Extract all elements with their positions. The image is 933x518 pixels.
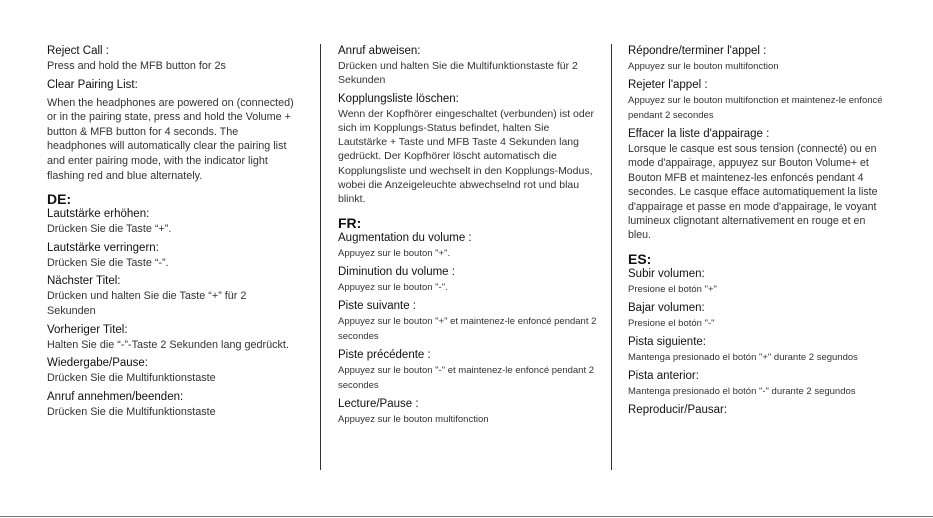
language-heading-de: DE: (47, 191, 72, 208)
instruction-text: Appuyez sur le bouton multifonction (628, 61, 779, 72)
instruction-heading: Lautstärke verringern: (47, 241, 159, 254)
instruction-heading: Piste précédente : (338, 348, 431, 361)
language-heading-es: ES: (628, 250, 652, 267)
instruction-text: Appuyez sur le bouton "-" et maintenez-le enfoncé pendant 2 secondes (338, 364, 595, 391)
instruction-heading: Anruf annehmen/beenden: (47, 390, 184, 403)
instruction-answer-call-de (47, 390, 295, 420)
column-divider (611, 44, 612, 470)
column-divider (320, 44, 321, 470)
instruction-next-track-de (47, 274, 295, 318)
instruction-text: Drücken und halten Sie die Taste “+” für 2 Sekunden (47, 290, 247, 317)
instruction-heading: Clear Pairing List: (47, 78, 138, 91)
instruction-heading: Rejeter l'appel : (628, 79, 708, 91)
instruction-text: Drücken Sie die Multifunktionstaste (47, 405, 216, 418)
instruction-heading: Augmentation du volume : (338, 231, 472, 244)
instruction-play-pause-de (47, 356, 295, 386)
instruction-text: Drücken Sie die Taste “-”. (47, 256, 169, 269)
instruction-text: Appuyez sur le bouton multifonction (338, 413, 489, 425)
instruction-text: When the headphones are powered on (connected) or in the pairing state, press and hold the Volume + button & MFB button for 4 seconds. The headphones will automatically clear the pairing list and enter pairing mode, with the indicator light flashing red and blue alternately. (47, 96, 294, 182)
instruction-volume-up-es (628, 267, 890, 297)
instruction-heading: Subir volumen: (628, 267, 705, 280)
instruction-text: Wenn der Kopfhörer eingeschaltet (verbunden) ist oder sich im Kopplungs-Status befindet, halten Sie Lautstärke + Taste und MFB Taste 4 Sekunden lang gedrückt. Der Kopfhörer löscht automatisch die Kopplungsliste und wechselt in den Kopplungs-Modus, wobei die Anzeigeleuchte abwechselnd rot und blau blinkt. (338, 107, 595, 206)
instruction-volume-down-fr (338, 265, 600, 295)
instruction-reject-call-de (338, 44, 600, 88)
instruction-next-track-fr (338, 299, 600, 344)
instruction-volume-down-de (47, 241, 295, 271)
instruction-heading: Lecture/Pause : (338, 397, 419, 410)
instruction-play-pause-es (628, 403, 890, 418)
instruction-text: Drücken Sie die Taste “+”. (47, 223, 172, 236)
instruction-text: Mantenga presionado el botón "-" durante 2 segundos (628, 385, 856, 397)
instruction-text: Presione el botón "+" (628, 283, 717, 295)
instruction-clear-pairing-de (338, 92, 600, 207)
instruction-clear-pairing-fr (628, 127, 890, 243)
instruction-reject-call (47, 44, 295, 74)
instruction-heading: Pista anterior: (628, 369, 699, 382)
instruction-text: Appuyez sur le bouton "+". (338, 247, 451, 259)
instruction-volume-up-de (47, 207, 295, 237)
instruction-text: Mantenga presionado el botón "+" durante 2 segundos (628, 351, 858, 363)
instruction-play-pause-fr (338, 397, 600, 427)
instruction-previous-track-fr (338, 348, 600, 393)
instruction-text: Press and hold the MFB button for 2s (47, 60, 226, 72)
instruction-heading: Bajar volumen: (628, 301, 705, 314)
column-french-spanish (628, 44, 890, 472)
language-heading-fr: FR: (338, 214, 362, 231)
instruction-text: Appuyez sur le bouton "-". (338, 281, 448, 293)
instruction-heading: Wiedergabe/Pause: (47, 357, 149, 370)
page-bottom-border (0, 516, 933, 517)
instruction-heading: Kopplungsliste löschen: (338, 92, 459, 105)
instruction-volume-up-fr (338, 231, 600, 261)
instruction-next-track-es (628, 335, 890, 365)
instruction-reject-call-fr (628, 78, 890, 123)
instruction-heading: Diminution du volume : (338, 265, 455, 278)
column-english-german (47, 44, 295, 472)
instruction-text: Drücken und halten Sie die Multifunktionstaste für 2 Sekunden (338, 60, 578, 87)
instruction-clear-pairing (47, 78, 295, 184)
instruction-text: Appuyez sur le bouton "+" et maintenez-le enfoncé pendant 2 secondes (338, 315, 597, 342)
instruction-answer-call-fr (628, 44, 890, 74)
instruction-previous-track-es (628, 369, 890, 399)
instruction-text: Halten Sie die “-”-Taste 2 Sekunden lang gedrückt. (47, 338, 289, 351)
instruction-previous-track-de (47, 323, 295, 353)
instruction-heading: Piste suivante : (338, 299, 416, 312)
instruction-heading: Nächster Titel: (47, 275, 121, 288)
instruction-text: Lorsque le casque est sous tension (connecté) ou en mode d'appairage, appuyez sur Bouton Volume+ et Bouton MFB et maintenez-les enfoncés pendant 4 secondes. Le casque efface automatiquement la liste d'appairage et passe en mode d'appairage, le voyant lumineux clignotant alternativement en rouge et en bleu. (628, 143, 878, 242)
instruction-heading: Reproducir/Pausar: (628, 403, 728, 416)
instruction-heading: Vorheriger Titel: (47, 323, 128, 336)
instruction-heading: Reject Call : (47, 45, 109, 57)
instruction-volume-down-es (628, 301, 890, 331)
instruction-heading: Pista siguiente: (628, 335, 706, 348)
instruction-heading: Lautstärke erhöhen: (47, 208, 150, 221)
instruction-text: Appuyez sur le bouton multifonction et maintenez-le enfoncé pendant 2 secondes (628, 95, 883, 121)
column-german-french (338, 44, 600, 472)
instruction-heading: Effacer la liste d'appairage : (628, 128, 770, 140)
instruction-text: Drücken Sie die Multifunktionstaste (47, 372, 216, 385)
instruction-heading: Anruf abweisen: (338, 45, 421, 57)
instruction-heading: Répondre/terminer l'appel : (628, 45, 767, 57)
instruction-text: Presione el botón "-" (628, 317, 715, 329)
